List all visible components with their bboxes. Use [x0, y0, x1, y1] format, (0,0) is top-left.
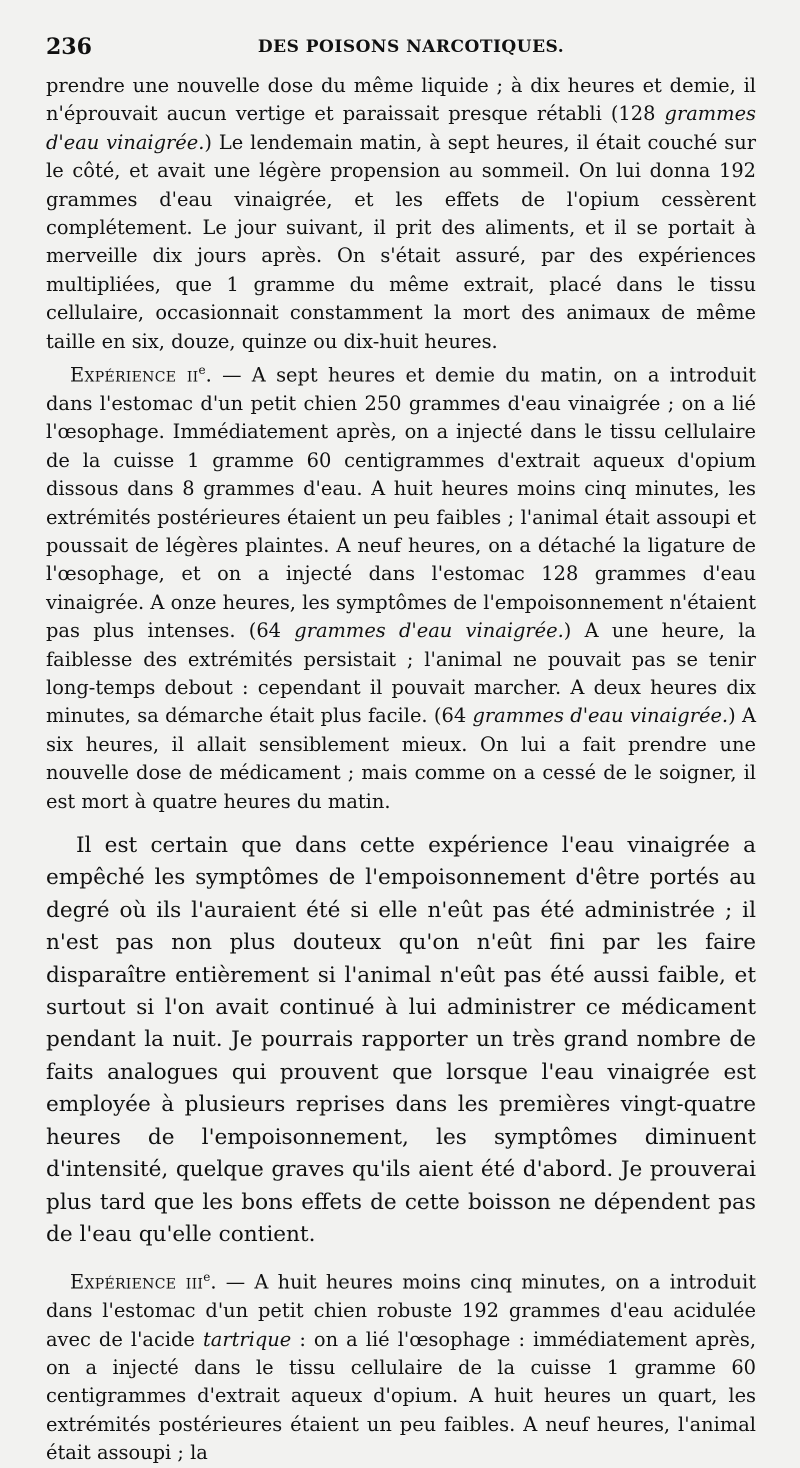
text-run: prendre une nouvelle dose du même liquide ; à dix heures et demie, il n'éprouvait aucun vertige et paraissait presque rétabli (128	[46, 74, 756, 126]
text-run: . — A sept heures et demie du matin, on a introduit dans l'estomac d'un petit chien 250 grammes d'eau vinaigrée ; on a lié l'œsophage. Immédiatement après, on a injecté dans le tissu cellulaire de la cuisse 1 gramme 60 centigrammes d'extrait aqueux d'opium dissous dans 8 grammes d'eau. A huit heures moins cinq minutes, les extrémités postérieures étaient un peu faibles ; l'animal était assoupi et poussait de légères plaintes. A neuf heures, on a détaché la ligature de l'œsophage, et on a injecté dans l'estomac 128 grammes d'eau vinaigrée. A onze heures, les symptômes de l'empoisonnement n'étaient pas plus intenses. (64	[46, 363, 756, 643]
small-print-section	[46, 72, 756, 816]
experience-label: Expérience iii	[70, 1270, 204, 1294]
running-title: DES POISONS NARCOTIQUES.	[257, 37, 565, 57]
text-run: ) A une heure, la faiblesse des extrémités persistait ; l'animal ne pouvait pas se tenir long-temps debout : cependant il pouvait marcher. A deux heures dix minutes, sa démarche était plus facile. (64	[46, 619, 756, 728]
italic-run: grammes d'eau vinaigrée.	[46, 102, 756, 154]
superscript: e	[203, 1270, 211, 1285]
small-print-section	[46, 1263, 756, 1467]
text-run: ) A six heures, il allait sensiblement mieux. On lui a fait prendre une nouvelle dose de médicament ; mais comme on a cessé de le soigner, il est mort à quatre heures du matin.	[46, 704, 756, 813]
italic-run: grammes d'eau vinaigrée.	[294, 619, 564, 643]
spacer	[46, 1251, 756, 1263]
text-run: : on a lié l'œsophage : immédiatement après, on a injecté dans le tissu cellulaire de la cuisse 1 gramme 60 centigrammes d'extrait aqueux d'opium. A huit heures un quart, les extrémités postérieures étaient un peu faibles. A neuf heures, l'animal était assoupi ; la	[46, 1327, 756, 1465]
italic-run: tartrique	[202, 1327, 292, 1351]
paragraph-continuation	[46, 72, 756, 356]
paragraph-experience-3	[46, 1263, 756, 1467]
commentary-section	[46, 830, 756, 1251]
text-run: . — A huit heures moins cinq minutes, on a introduit dans l'estomac d'un petit chien robuste 192 grammes d'eau acidulée avec de l'acide	[46, 1270, 756, 1351]
spacer	[46, 816, 756, 830]
experience-label: Expérience ii	[70, 363, 199, 387]
page-header	[46, 0, 756, 72]
italic-run: grammes d'eau vinaigrée.	[472, 704, 729, 728]
page-number: 236	[46, 34, 92, 60]
text-run: ) Le lendemain matin, à sept heures, il était couché sur le côté, et avait une légère propension au sommeil. On lui donna 192 grammes d'eau vinaigrée, et les effets de l'opium cessèrent complétement. Le jour suivant, il prit des aliments, et il se portait à merveille dix jours après. On s'était assuré, par des expériences multipliées, que 1 gramme du même extrait, placé dans le tissu cellulaire, occasionnait constamment la mort des animaux de même taille en six, douze, quinze ou dix-huit heures.	[46, 130, 756, 353]
superscript: e	[198, 363, 206, 378]
paragraph-commentary: Il est certain que dans cette expérience l'eau vinaigrée a empêché les symptômes de l'empoisonnement d'être portés au degré où ils l'auraient été si elle n'eût pas été administrée ; il n'est pas non plus douteux qu'on n'eût fini par les faire disparaître entièrement si l'animal n'eût pas été aussi faible, et surtout si l'on avait continué à lui administrer ce médicament pendant la nuit. Je pourrais rapporter un très grand nombre de faits analogues qui prouvent que lorsque l'eau vinaigrée est employée à plusieurs reprises dans les premières vingt-quatre heures de l'empoisonnement, les symptômes diminuent d'intensité, quelque graves qu'ils aient été d'abord. Je prouverai plus tard que les bons effets de cette boisson ne dépendent pas de l'eau qu'elle contient.	[46, 833, 756, 1247]
paragraph-experience-2	[46, 356, 756, 816]
